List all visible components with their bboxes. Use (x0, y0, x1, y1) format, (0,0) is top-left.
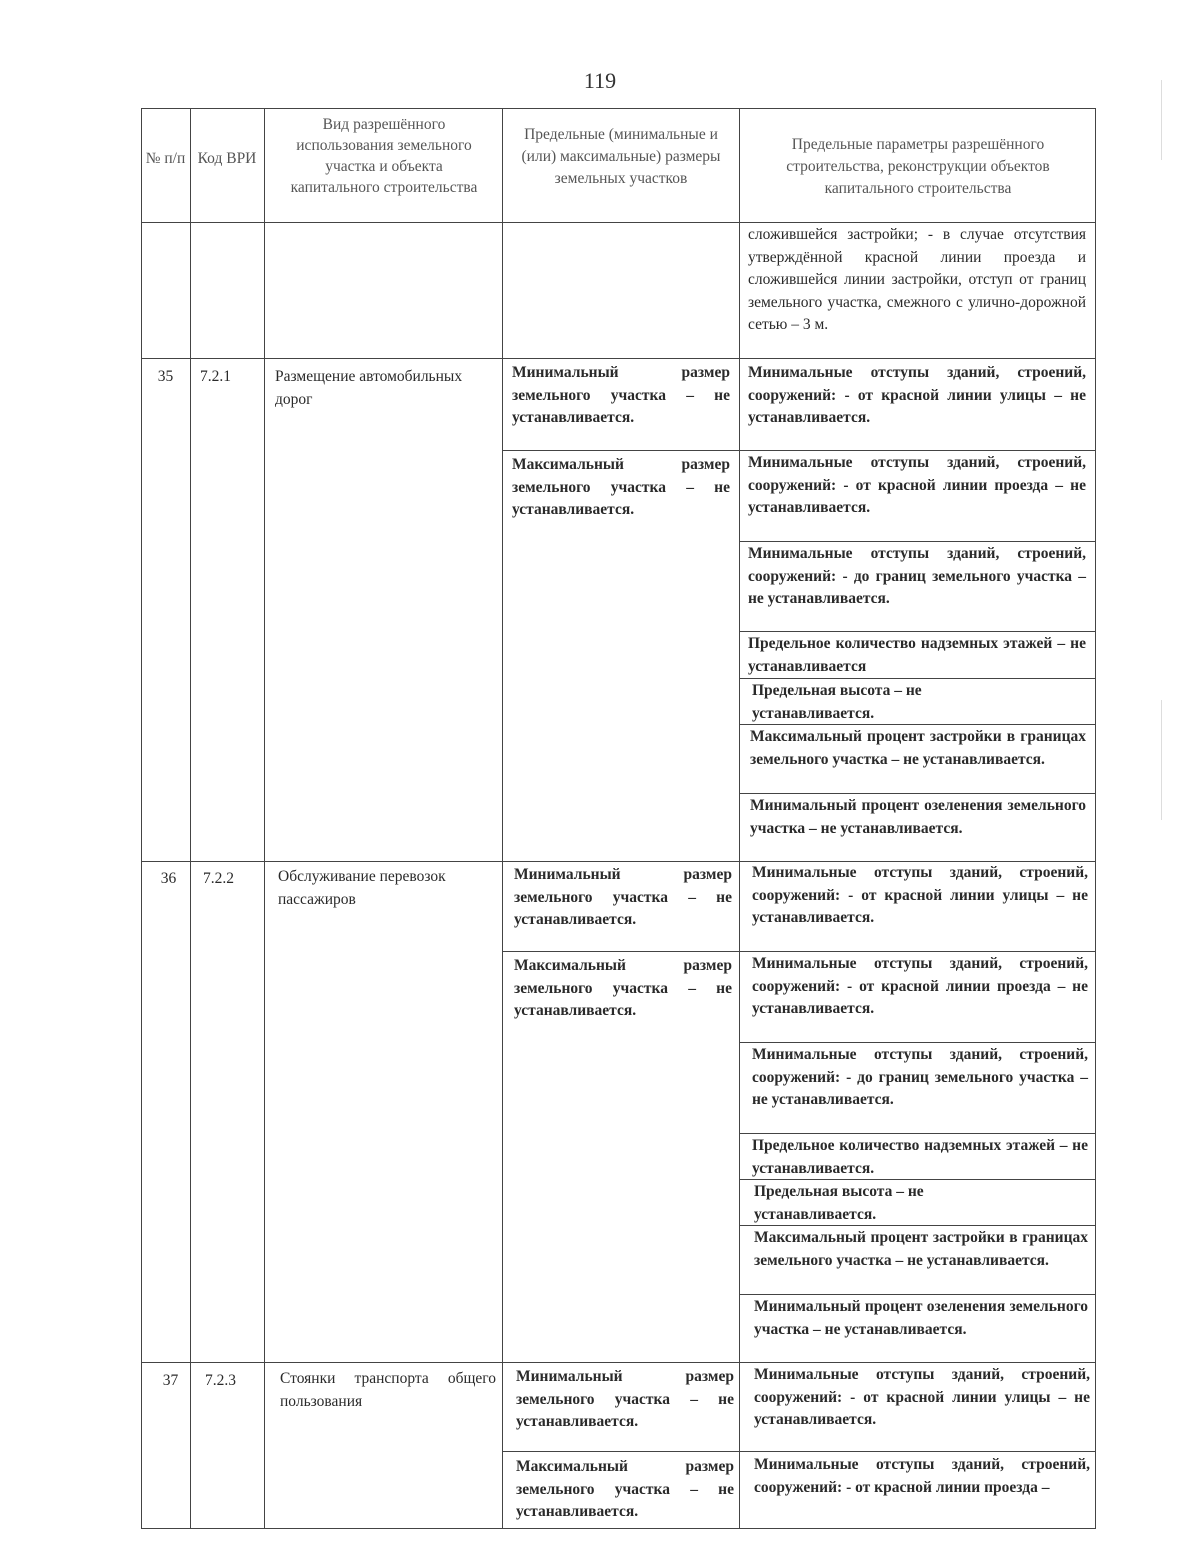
page-number: 119 (583, 68, 617, 93)
row-37-code: 7.2.3 (205, 1372, 236, 1389)
row-35-param: Предельное количество надземных этажей – не устанавливается (748, 635, 1086, 675)
row-35-param: Минимальные отступы зданий, строений, сооружений: - от красной линии проезда – не устанавливается. (748, 454, 1086, 516)
row-37-num: 37 (162, 1372, 179, 1389)
row-35-param: Предельная высота – не устанавливается. (752, 682, 922, 722)
header-code: Код ВРИ (197, 150, 257, 167)
size-divider (502, 1451, 1096, 1452)
header-params: Предельные параметры разрешённого строительства, реконструкции объектов капитального строительства (786, 136, 1050, 197)
row-35-param: Минимальные отступы зданий, строений, сооружений: - до границ земельного участка – не устанавливается. (748, 545, 1086, 607)
table-col-divider (739, 108, 740, 1528)
param-divider (739, 1294, 1096, 1295)
header-divider (141, 222, 1096, 223)
row-35-num: 35 (157, 368, 174, 385)
table-col-divider (264, 108, 265, 1528)
param-divider (739, 678, 1096, 679)
row-divider (141, 1362, 1096, 1363)
table-border-left (141, 108, 142, 1528)
header-kind: Вид разрешённого использования земельного участка и объекта капитального строительства (290, 116, 478, 196)
table-border-right (1095, 108, 1096, 1528)
param-divider (739, 1042, 1096, 1043)
row-37-kind: Стоянки транспорта общего пользования (280, 1370, 496, 1410)
row-37-max-size: Максимальный размер земельного участка – не устанавливается. (516, 1458, 734, 1520)
table-border-top (141, 108, 1096, 109)
row-37-min-size: Минимальный размер земельного участка – не устанавливается. (516, 1368, 734, 1430)
row-35-min-size: Минимальный размер земельного участка – не устанавливается. (512, 364, 730, 426)
row-36-num: 36 (160, 870, 177, 887)
row-36-param: Минимальный процент озеленения земельного участка – не устанавливается. (754, 1298, 1088, 1338)
row-35-param: Минимальные отступы зданий, строений, сооружений: - от красной линии улицы – не устанавливается. (748, 364, 1086, 426)
row-36-param: Максимальный процент застройки в границах земельного участка – не устанавливается. (754, 1229, 1088, 1269)
table-col-divider (502, 108, 503, 1528)
row-36-param: Предельное количество надземных этажей – не устанавливается. (752, 1137, 1088, 1177)
param-divider (739, 1133, 1096, 1134)
row-36-code: 7.2.2 (203, 870, 234, 887)
param-divider (739, 541, 1096, 542)
param-divider (739, 631, 1096, 632)
table-border-bottom (141, 1528, 1096, 1529)
size-divider (502, 450, 1096, 451)
row-36-param: Предельная высота – не устанавливается. (754, 1183, 924, 1223)
row-36-kind: Обслуживание перевозок пассажиров (278, 868, 446, 908)
row-35-param: Максимальный процент застройки в границах земельного участка – не устанавливается. (750, 728, 1086, 768)
header-sizes: Предельные (минимальные и (или) максимальные) размеры земельных участков (521, 126, 721, 187)
continuation-params: сложившейся застройки; - в случае отсутствия утверждённой красной линии проезда и сложившейся линии застройки, отступ от границ земельного участка, смежного с улично-дорожной сетью – 3 м. (748, 226, 1086, 333)
size-divider (502, 951, 1096, 952)
row-35-code: 7.2.1 (200, 368, 231, 385)
param-divider (739, 793, 1096, 794)
row-35-param: Минимальный процент озеленения земельного участка – не устанавливается. (750, 797, 1086, 837)
row-37-param: Минимальные отступы зданий, строений, сооружений: - от красной линии проезда – (754, 1456, 1090, 1496)
row-37-param: Минимальные отступы зданий, строений, сооружений: - от красной линии улицы – не устанавливается. (754, 1366, 1090, 1428)
row-36-min-size: Минимальный размер земельного участка – не устанавливается. (514, 866, 732, 928)
scan-artifact (1161, 80, 1162, 160)
row-35-kind: Размещение автомобильных дорог (275, 368, 463, 408)
scan-artifact (1161, 700, 1162, 820)
row-36-max-size: Максимальный размер земельного участка – не устанавливается. (514, 957, 732, 1019)
header-num: № п/п (145, 150, 186, 167)
row-divider (141, 358, 1096, 359)
row-36-param: Минимальные отступы зданий, строений, сооружений: - до границ земельного участка – не устанавливается. (752, 1046, 1088, 1108)
table-col-divider (190, 108, 191, 1528)
row-36-param: Минимальные отступы зданий, строений, сооружений: - от красной линии проезда – не устанавливается. (752, 955, 1088, 1017)
row-35-max-size: Максимальный размер земельного участка – не устанавливается. (512, 456, 730, 518)
row-36-param: Минимальные отступы зданий, строений, сооружений: - от красной линии улицы – не устанавливается. (752, 864, 1088, 926)
